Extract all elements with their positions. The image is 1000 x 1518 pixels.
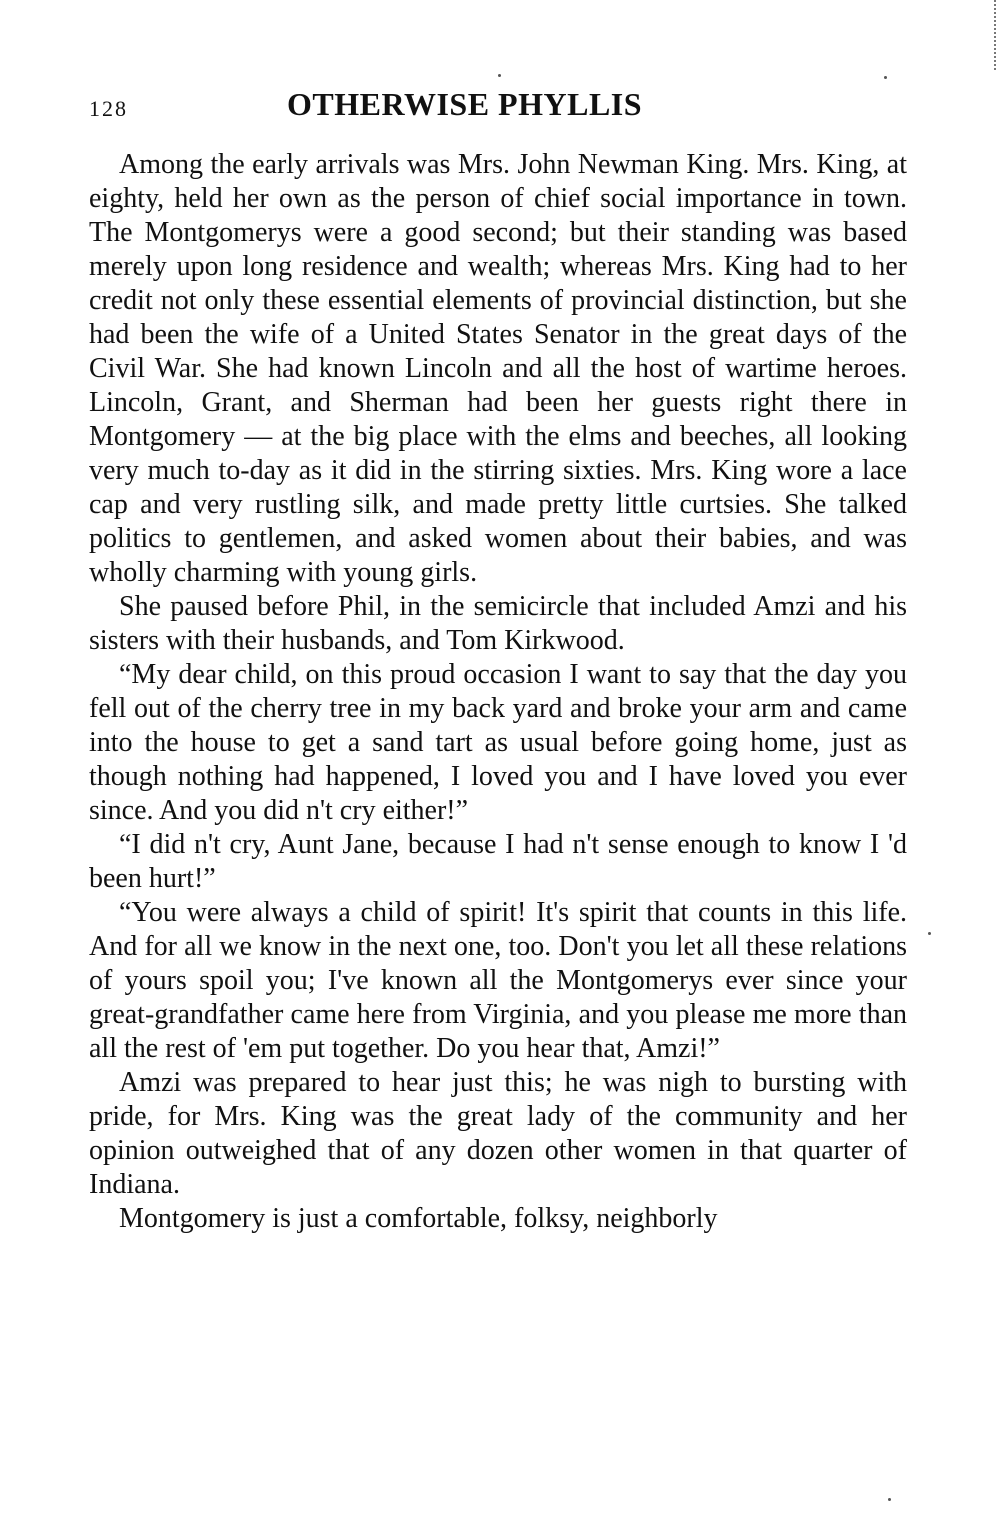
running-title: OTHERWISE PHYLLIS — [287, 86, 643, 122]
page-header — [89, 84, 909, 128]
paragraph: Among the early arrivals was Mrs. John Newman King. Mrs. King, at eighty, held her own as the person of chief social importance in town. The Montgomerys were a good second; but their standing was based merely upon long residence and wealth; whereas Mrs. King had to her credit not only these essential elements of provincial distinction, but she had been the wife of a United States Senator in the great days of the Civil War. She had known Lincoln and all the host of wartime heroes. Lincoln, Grant, and Sherman had been her guests right there in Montgomery — at the big place with the elms and beeches, all looking very much to-day as it did in the stirring sixties. Mrs. King wore a lace cap and very rustling silk, and made pretty little curtsies. She talked politics to gentlemen, and asked women about their babies, and was wholly charming with young girls. — [89, 149, 907, 588]
paragraph: “My dear child, on this proud occasion I want to say that the day you fell out of the cherry tree in my back yard and broke your arm and came into the house to get a sand tart as usual before going home, just as though nothing had happened, I loved you and I have loved you ever since. And you did n't cry either!” — [89, 659, 907, 826]
paragraph: “I did n't cry, Aunt Jane, because I had n't sense enough to know I 'd been hurt!” — [89, 829, 907, 894]
ink-speck — [884, 76, 887, 79]
ink-speck — [498, 74, 501, 77]
paragraph: Amzi was prepared to hear just this; he was nigh to bursting with pride, for Mrs. King was the great lady of the community and her opinion outweighed that of any dozen other women in that quarter of Indiana. — [89, 1067, 907, 1200]
ink-speck — [888, 1498, 891, 1501]
ink-speck — [928, 932, 931, 935]
page-edge-mark — [994, 0, 1000, 70]
paragraph: Montgomery is just a comfortable, folksy, neighborly — [119, 1203, 718, 1234]
paragraph: She paused before Phil, in the semicircle that included Amzi and his sisters with their husbands, and Tom Kirkwood. — [89, 591, 907, 656]
page-number: 128 — [89, 96, 128, 121]
body-text — [89, 148, 907, 1236]
paragraph: “You were always a child of spirit! It's spirit that counts in this life. And for all we know in the next one, too. Don't you let all these relations of yours spoil you; I've known all the Montgomerys ever since your great-grandfather came here from Virginia, and you please me more than all the rest of 'em put together. Do you hear that, Amzi!” — [89, 897, 907, 1064]
